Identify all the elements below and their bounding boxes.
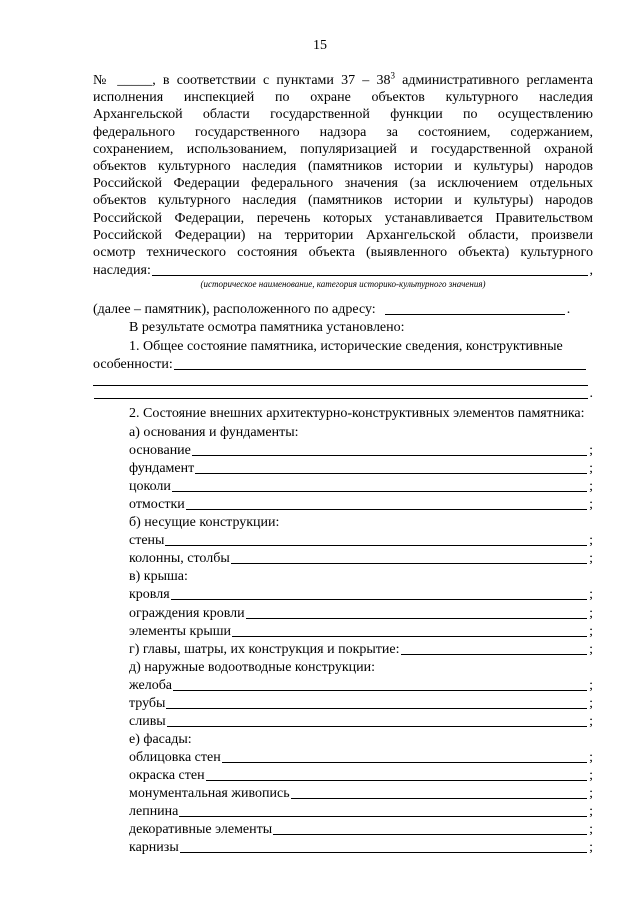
heritage-caption: (историческое наименование, категория историко-культурного значения) [200, 279, 486, 289]
features-field[interactable] [93, 356, 588, 374]
features-blank[interactable] [174, 368, 586, 370]
section2-field[interactable] [129, 532, 593, 550]
field-end-mark: ; [589, 497, 593, 513]
field-label: основание [129, 443, 191, 459]
field-end-mark: ; [589, 533, 593, 549]
section2-field[interactable] [129, 677, 593, 695]
field-blank[interactable] [195, 472, 587, 474]
section2-field[interactable] [129, 550, 593, 568]
section2-field[interactable] [129, 713, 593, 731]
section2-field[interactable] [129, 767, 593, 785]
field-label: монументальная живопись [129, 786, 290, 801]
field-end-mark: ; [589, 677, 593, 693]
section2-field[interactable] [129, 442, 593, 460]
field-end-mark: ; [589, 641, 593, 657]
field-end-mark: ; [589, 551, 593, 567]
field-blank[interactable] [179, 815, 587, 817]
section2-heading [129, 568, 593, 586]
field-end-mark: ; [589, 443, 593, 459]
section2-field[interactable] [129, 749, 593, 767]
field-blank[interactable] [231, 562, 587, 564]
field-blank[interactable] [166, 707, 587, 709]
field-end-mark: ; [589, 749, 593, 765]
intro-line: осмотр технического состояния объекта (выявленного объекта) культурного [93, 244, 593, 260]
intro-line: федерального государственного надзора за состоянием, содержанием, [93, 124, 593, 140]
field-blank[interactable] [180, 851, 587, 853]
result-text: В результате осмотра памятника установлено: [129, 320, 405, 335]
address-field[interactable]: (далее – памятник), расположенного по адресу: . [93, 302, 571, 317]
section2-field[interactable] [129, 803, 593, 821]
field-blank[interactable] [167, 725, 587, 727]
features-last-line[interactable]: . [93, 385, 593, 403]
field-label: лепнина [129, 804, 179, 820]
field-end-mark: ; [589, 461, 593, 477]
field-end-mark: ; [589, 822, 593, 838]
field-end-mark: ; [589, 587, 593, 603]
field-end-mark: ; [589, 840, 593, 856]
field-blank[interactable] [291, 797, 587, 799]
intro-line: объектов культурного наследия (памятников истории и культуры) народов [93, 193, 593, 209]
field-blank[interactable] [172, 490, 587, 492]
field-blank[interactable] [192, 454, 587, 456]
field-end-mark: ; [589, 713, 593, 729]
field-end-mark: ; [589, 623, 593, 639]
field-blank[interactable] [186, 508, 587, 510]
intro-line: Российской Федерации) на территории Архангельской области, произвели [93, 227, 593, 243]
field-label: облицовка стен [129, 749, 221, 765]
heritage-name-field[interactable]: наследия: , [93, 263, 593, 278]
intro-line: Архангельской области государственной функции по осуществлению [93, 107, 593, 123]
intro-line: объектов культурного наследия (памятников истории и культуры) народов [93, 158, 593, 174]
field-label: е) фасады: [129, 731, 192, 747]
field-end-mark: ; [589, 605, 593, 621]
section2-field[interactable] [129, 695, 593, 713]
field-blank[interactable] [246, 617, 588, 619]
section2-field[interactable] [129, 821, 593, 839]
field-label: ограждения кровли [129, 605, 245, 621]
intro-line: исполнения инспекцией по охране объектов культурного наследия [93, 90, 593, 106]
field-label: б) несущие конструкции: [129, 515, 280, 531]
section2-field[interactable] [129, 478, 593, 496]
field-end-mark: ; [589, 804, 593, 820]
address-label: (далее – памятник), расположенного по адресу: [93, 302, 376, 317]
field-blank[interactable] [171, 598, 587, 600]
field-label: отмостки [129, 497, 185, 513]
section2-field[interactable] [129, 605, 593, 623]
field-blank[interactable] [222, 761, 587, 763]
field-label: фундамент [129, 461, 195, 477]
field-label: стены [129, 533, 165, 549]
field-end-mark: ; [589, 479, 593, 495]
field-label: д) наружные водоотводные конструкции: [129, 659, 375, 675]
page-number: 15 [313, 38, 327, 53]
section1-title: 1. Общее состояние памятника, исторические сведения, конструктивные [129, 339, 563, 354]
field-end-mark: ; [589, 695, 593, 711]
intro-line: сохранением, использованием, популяризацией и государственной охраной [93, 141, 593, 157]
section2-title: 2. Состояние внешних архитектурно-конструктивных элементов памятника: [129, 406, 585, 421]
section2-heading [129, 659, 593, 677]
section2-field[interactable] [129, 586, 593, 604]
section2-heading [129, 514, 593, 532]
field-blank[interactable] [273, 833, 587, 835]
field-blank[interactable] [165, 544, 587, 546]
section2-field[interactable] [129, 623, 593, 641]
field-label: сливы [129, 713, 166, 729]
features-blank[interactable] [94, 397, 588, 399]
field-end-mark: ; [589, 767, 593, 783]
field-label: а) основания и фундаменты: [129, 425, 299, 440]
field-label: трубы [129, 695, 166, 711]
field-label: декоративные элементы [129, 822, 273, 838]
field-label: в) крыша: [129, 569, 188, 585]
address-blank[interactable] [385, 313, 565, 315]
section2-field[interactable] [129, 785, 593, 803]
field-end-mark: ; [589, 786, 593, 801]
section2-heading [129, 731, 593, 749]
field-label: желоба [129, 677, 173, 693]
intro-line: Российской Федерации, перечень которых устанавливается Правительством [93, 210, 593, 226]
section2-field[interactable] [129, 839, 593, 857]
intro-line-1: № _____, в соответствии с пунктами $37 - 38^3$ административного регламента [93, 70, 593, 88]
field-label: карнизы [129, 840, 179, 856]
section2-field[interactable] [129, 641, 593, 659]
intro-paragraph [93, 72, 593, 261]
field-blank[interactable] [232, 635, 587, 637]
field-label: кровля [129, 587, 170, 603]
heritage-label: наследия: [93, 263, 151, 278]
field-blank[interactable] [173, 689, 587, 691]
field-label: окраска стен [129, 767, 205, 783]
section2-field[interactable] [129, 460, 593, 478]
heritage-blank[interactable] [152, 274, 588, 276]
field-blank[interactable] [401, 653, 588, 655]
field-label: колонны, столбы [129, 551, 230, 567]
section2-field[interactable] [129, 496, 593, 514]
field-blank[interactable] [206, 779, 588, 781]
section2-heading [129, 424, 593, 442]
intro-line: Российской Федерации федерального значения (за исключением отдельных [93, 176, 593, 192]
features-label: особенности: [93, 357, 173, 372]
field-label: цоколи [129, 479, 171, 495]
field-label: элементы крыши [129, 623, 232, 639]
field-label: г) главы, шатры, их конструкция и покрытие: [129, 641, 400, 657]
